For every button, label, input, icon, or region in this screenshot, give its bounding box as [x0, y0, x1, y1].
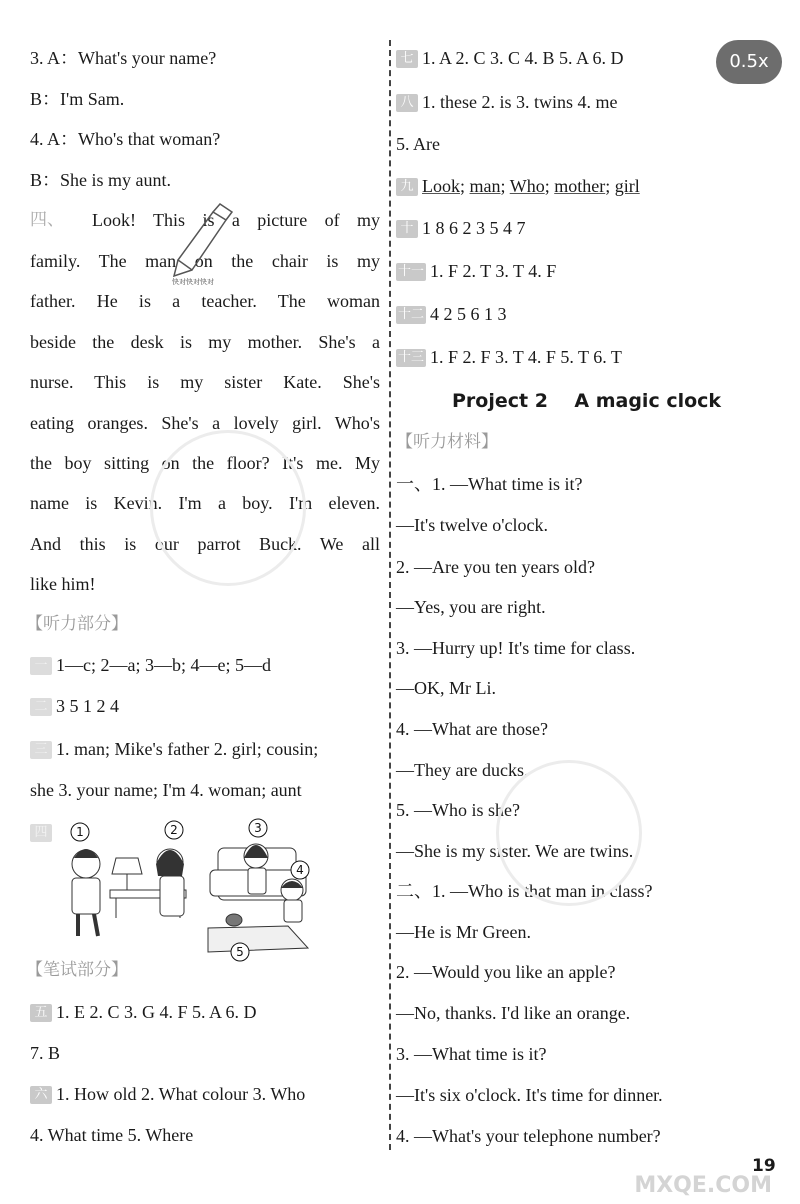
answer-word: mother [554, 176, 606, 196]
transcript-line: —No, thanks. I'd like an orange. [396, 1003, 631, 1023]
answer-row-10 [396, 216, 526, 240]
answer-row-5 [30, 1000, 257, 1024]
answer-text: 1. F 2. F 3. T 4. F 5. T 6. T [430, 347, 622, 367]
answer-text: she 3. your name; I'm 4. woman; aunt [30, 780, 302, 800]
dialog-line: 3. A：What's your name? [30, 48, 217, 68]
answer-row-2 [30, 694, 119, 718]
answer-text: 1. these 2. is 3. twins 4. me [422, 92, 618, 112]
writing-section-heading: 【笔试部分】 [26, 960, 128, 980]
question-number-badge: 二 [30, 698, 52, 716]
question-number-badge: 七 [396, 50, 418, 68]
transcript-line: —It's six o'clock. It's time for dinner. [396, 1085, 663, 1105]
answer-row-12 [396, 302, 507, 326]
answer-word: girl [614, 176, 640, 196]
passage-line: family. The man on the chair is my [30, 251, 380, 271]
answer-row-8 [396, 90, 618, 114]
project-title: Project 2 A magic clock [452, 390, 722, 412]
figure-label-5: 5 [236, 945, 244, 959]
transcript-line: 5. —Who is she? [396, 800, 520, 820]
transcript-line: 一、1. —What time is it? [396, 474, 583, 494]
transcript-line: 3. —What time is it? [396, 1044, 547, 1064]
transcript-line: 2. —Are you ten years old? [396, 557, 595, 577]
figure-label-4: 4 [296, 863, 304, 877]
answer-row-3 [30, 737, 318, 761]
question-number-badge: 八 [396, 94, 418, 112]
answer-text: 1 8 6 2 3 5 4 7 [422, 218, 526, 238]
transcript-line: 4. —What are those? [396, 719, 548, 739]
transcript-line: 3. —Hurry up! It's time for class. [396, 638, 636, 658]
passage-line: beside the desk is my mother. She's a [30, 332, 380, 352]
transcript-line: 4. —What's your telephone number? [396, 1126, 661, 1146]
transcript-line: —He is Mr Green. [396, 922, 531, 942]
question-number-badge: 三 [30, 741, 52, 759]
pen-stamp-icon [168, 200, 238, 290]
question-number-badge: 一 [30, 657, 52, 675]
passage-line: And this is our parrot Buck. We all [30, 534, 380, 554]
question-number-badge: 十一 [397, 264, 424, 279]
answer-word: man [469, 176, 501, 196]
answer-row-7 [396, 46, 624, 70]
stamp-text: 快对快对快对 [172, 278, 214, 286]
passage-line: name is Kevin. I'm a boy. I'm eleven. [30, 493, 380, 513]
answer-text: 1—c; 2—a; 3—b; 4—e; 5—d [56, 655, 271, 675]
passage-line: father. He is a teacher. The woman [30, 291, 380, 311]
answer-text: 5. Are [396, 134, 440, 154]
passage-line: nurse. This is my sister Kate. She's [30, 372, 380, 392]
transcript-line: —They are ducks. [396, 760, 529, 780]
question-number-badge: 四 [30, 824, 52, 842]
question-number-badge: 五 [30, 1004, 52, 1022]
transcript-line: —She is my sister. We are twins. [396, 841, 634, 861]
answer-text: 1. F 2. T 3. T 4. F [430, 261, 557, 281]
answer-row-9: 九 Look; man; Who; mother; girl [396, 174, 640, 198]
passage-line: eating oranges. She's a lovely girl. Who's [30, 413, 380, 433]
playback-speed-button[interactable]: 0.5x [716, 40, 782, 84]
answer-row-13 [396, 345, 622, 369]
section-4-badge: 四、 [30, 210, 64, 230]
answer-text: 3 5 1 2 4 [56, 696, 119, 716]
transcript-line: —OK, Mr Li. [396, 678, 496, 698]
answer-row-11 [396, 259, 556, 283]
answer-row-1 [30, 653, 271, 677]
listening-material-heading: 【听力材料】 [396, 432, 498, 452]
answer-text: 1. E 2. C 3. G 4. F 5. A 6. D [56, 1002, 257, 1022]
passage-line: like him! [30, 574, 96, 594]
passage-line: Look! This is a picture of my [92, 210, 380, 230]
page-number: 19 [752, 1156, 776, 1176]
answer-text: 7. B [30, 1043, 61, 1063]
watermark-logo: MXQE.COM [634, 1173, 772, 1198]
answer-text: 4 2 5 6 1 3 [430, 304, 507, 324]
dialog-line: B：I'm Sam. [30, 89, 125, 109]
figure-label-1: 1 [76, 825, 84, 839]
figure-label-3: 3 [254, 821, 262, 835]
question-number-badge: 十二 [397, 307, 424, 322]
question-number-badge: 十 [396, 220, 418, 238]
transcript-line: 2. —Would you like an apple? [396, 962, 616, 982]
dialog-line: B：She is my aunt. [30, 170, 172, 190]
listening-section-heading: 【听力部分】 [26, 614, 128, 634]
figure-label-2: 2 [170, 823, 178, 837]
question-number-badge: 十三 [397, 350, 424, 365]
column-divider [389, 40, 391, 1150]
answer-text: 4. What time 5. Where [30, 1125, 194, 1145]
watermark-stamp [150, 430, 306, 586]
answer-word: Who [509, 176, 545, 196]
answer-row-6 [30, 1082, 305, 1106]
answer-text: 1. A 2. C 3. C 4. B 5. A 6. D [422, 48, 624, 68]
answer-word: Look [422, 176, 460, 196]
watermark-stamp [496, 760, 642, 906]
question-number-badge: 六 [30, 1086, 52, 1104]
answer-text: 1. How old 2. What colour 3. Who [56, 1084, 306, 1104]
transcript-line: 二、1. —Who is that man in class? [396, 881, 653, 901]
transcript-line: —It's twelve o'clock. [396, 515, 548, 535]
passage-line: the boy sitting on the floor? It's me. My [30, 453, 380, 473]
answer-row-4 [30, 820, 56, 844]
family-room-illustration [58, 818, 320, 964]
question-number-badge: 九 [396, 178, 418, 196]
dialog-line: 4. A：Who's that woman? [30, 129, 221, 149]
transcript-line: —Yes, you are right. [396, 597, 546, 617]
answer-text: 1. man; Mike's father 2. girl; cousin; [56, 739, 319, 759]
